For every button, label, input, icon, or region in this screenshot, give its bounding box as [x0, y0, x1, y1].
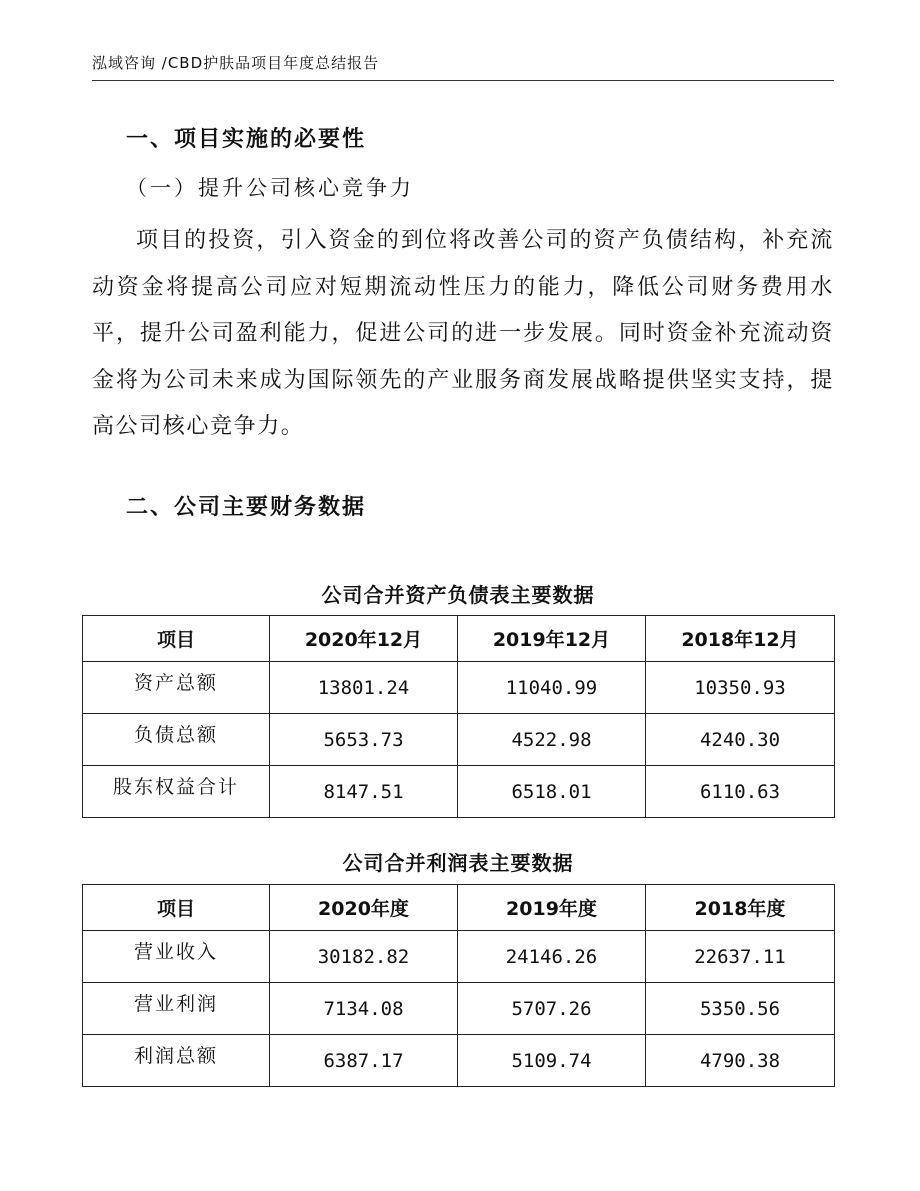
- table-cell: 6110.63: [646, 766, 835, 818]
- row-label: 营业利润: [83, 983, 270, 1035]
- table-cell: 7134.08: [270, 983, 458, 1035]
- income-statement-table: [82, 884, 835, 1087]
- row-label: 利润总额: [83, 1035, 270, 1087]
- table-cell: 5350.56: [646, 983, 835, 1035]
- header-cell: 2020年度: [270, 885, 458, 931]
- subsection-heading-competitiveness: （一）提升公司核心竞争力: [126, 176, 414, 200]
- page-header: 泓域咨询 /CBD护肤品项目年度总结报告: [92, 54, 380, 72]
- table-cell: 6387.17: [270, 1035, 458, 1087]
- header-cell: 2020年12月: [270, 616, 458, 662]
- body-paragraph: 项目的投资，引入资金的到位将改善公司的资产负债结构，补充流动资金将提高公司应对短期流动性压力的能力，降低公司财务费用水平，提升公司盈利能力，促进公司的进一步发展。同时资金补充流动资金将为公司未来成为国际领先的产业服务商发展战略提供坚实支持，提高公司核心竞争力。: [92, 228, 834, 439]
- balance-table-title: 公司合并资产负债表主要数据: [321, 583, 595, 607]
- header-cell: 2019年度: [458, 885, 646, 931]
- table-header-row: [83, 885, 835, 931]
- table-cell: 5707.26: [458, 983, 646, 1035]
- table-row: [83, 983, 835, 1035]
- row-label: 资产总额: [83, 662, 270, 714]
- section-heading-necessity: 一、项目实施的必要性: [126, 127, 367, 152]
- table-cell: 8147.51: [270, 766, 458, 818]
- table-header-row: [83, 616, 835, 662]
- header-cell: 2018年度: [646, 885, 835, 931]
- table-row: [83, 714, 835, 766]
- row-label: 营业收入: [83, 931, 270, 983]
- table-cell: 30182.82: [270, 931, 458, 983]
- header-divider: [92, 80, 834, 81]
- table-cell: 5109.74: [458, 1035, 646, 1087]
- balance-sheet-table: [82, 615, 835, 818]
- table-cell: 22637.11: [646, 931, 835, 983]
- header-cell: 2019年12月: [458, 616, 646, 662]
- table-row: [83, 662, 835, 714]
- section-heading-financial-data: 二、公司主要财务数据: [126, 495, 367, 520]
- header-cell: 项目: [83, 885, 270, 931]
- row-label: 负债总额: [83, 714, 270, 766]
- table-cell: 6518.01: [458, 766, 646, 818]
- income-table-title: 公司合并利润表主要数据: [342, 851, 574, 875]
- table-cell: 11040.99: [458, 662, 646, 714]
- table-cell: 4522.98: [458, 714, 646, 766]
- table-row: [83, 931, 835, 983]
- table-cell: 5653.73: [270, 714, 458, 766]
- table-cell: 4240.30: [646, 714, 835, 766]
- table-cell: 10350.93: [646, 662, 835, 714]
- table-cell: 13801.24: [270, 662, 458, 714]
- table-cell: 4790.38: [646, 1035, 835, 1087]
- header-cell: 2018年12月: [646, 616, 835, 662]
- table-cell: 24146.26: [458, 931, 646, 983]
- table-row: [83, 766, 835, 818]
- header-cell: 项目: [83, 616, 270, 662]
- table-row: [83, 1035, 835, 1087]
- row-label: 股东权益合计: [83, 766, 270, 818]
